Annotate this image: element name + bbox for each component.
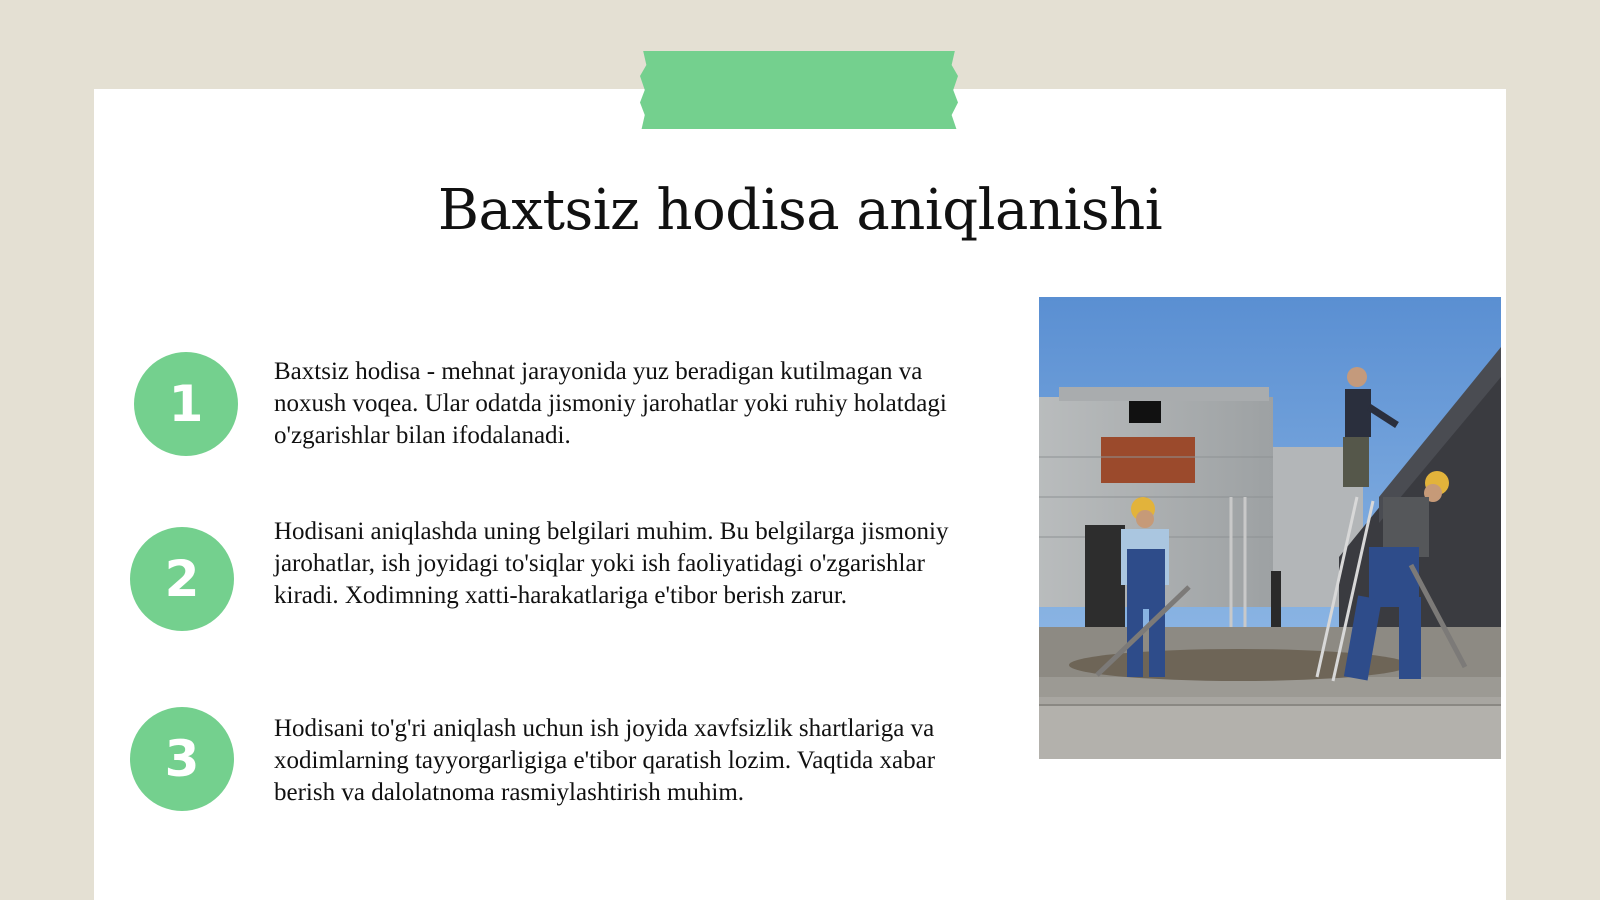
number-badge-2: 2 — [130, 527, 234, 631]
item-text-3: Hodisani to'g'ri aniqlash uchun ish joyida xavfsizlik shartlariga va xodimlarning tayyorgarligiga e'tibor qaratish lozim. Vaqtida xabar berish va dalolatnoma rasmiylashtirish muhim. — [274, 715, 936, 806]
tape-decoration — [640, 51, 958, 129]
construction-workers-illustration — [1039, 297, 1501, 759]
number-badge-1: 1 — [134, 352, 238, 456]
item-text-1: Baxtsiz hodisa - mehnat jarayonida yuz beradigan kutilmagan va noxush voqea. Ular odatda jismoniy jarohatlar yoki ruhiy holatdagi o'zgarishlar bilan ifodalanadi. — [274, 358, 947, 449]
item-text-2: Hodisani aniqlashda uning belgilari muhim. Bu belgilarga jismoniy jarohatlar, ish joyidagi to'siqlar yoki ish faoliyatidagi o'zgarishlar kiradi. Xodimning xatti-harakatlariga e'tibor berish zarur. — [274, 518, 949, 609]
construction-workers-photo — [1039, 297, 1501, 759]
slide-title: Baxtsiz hodisa aniqlanishi — [437, 178, 1163, 243]
number-badge-3: 3 — [130, 707, 234, 811]
